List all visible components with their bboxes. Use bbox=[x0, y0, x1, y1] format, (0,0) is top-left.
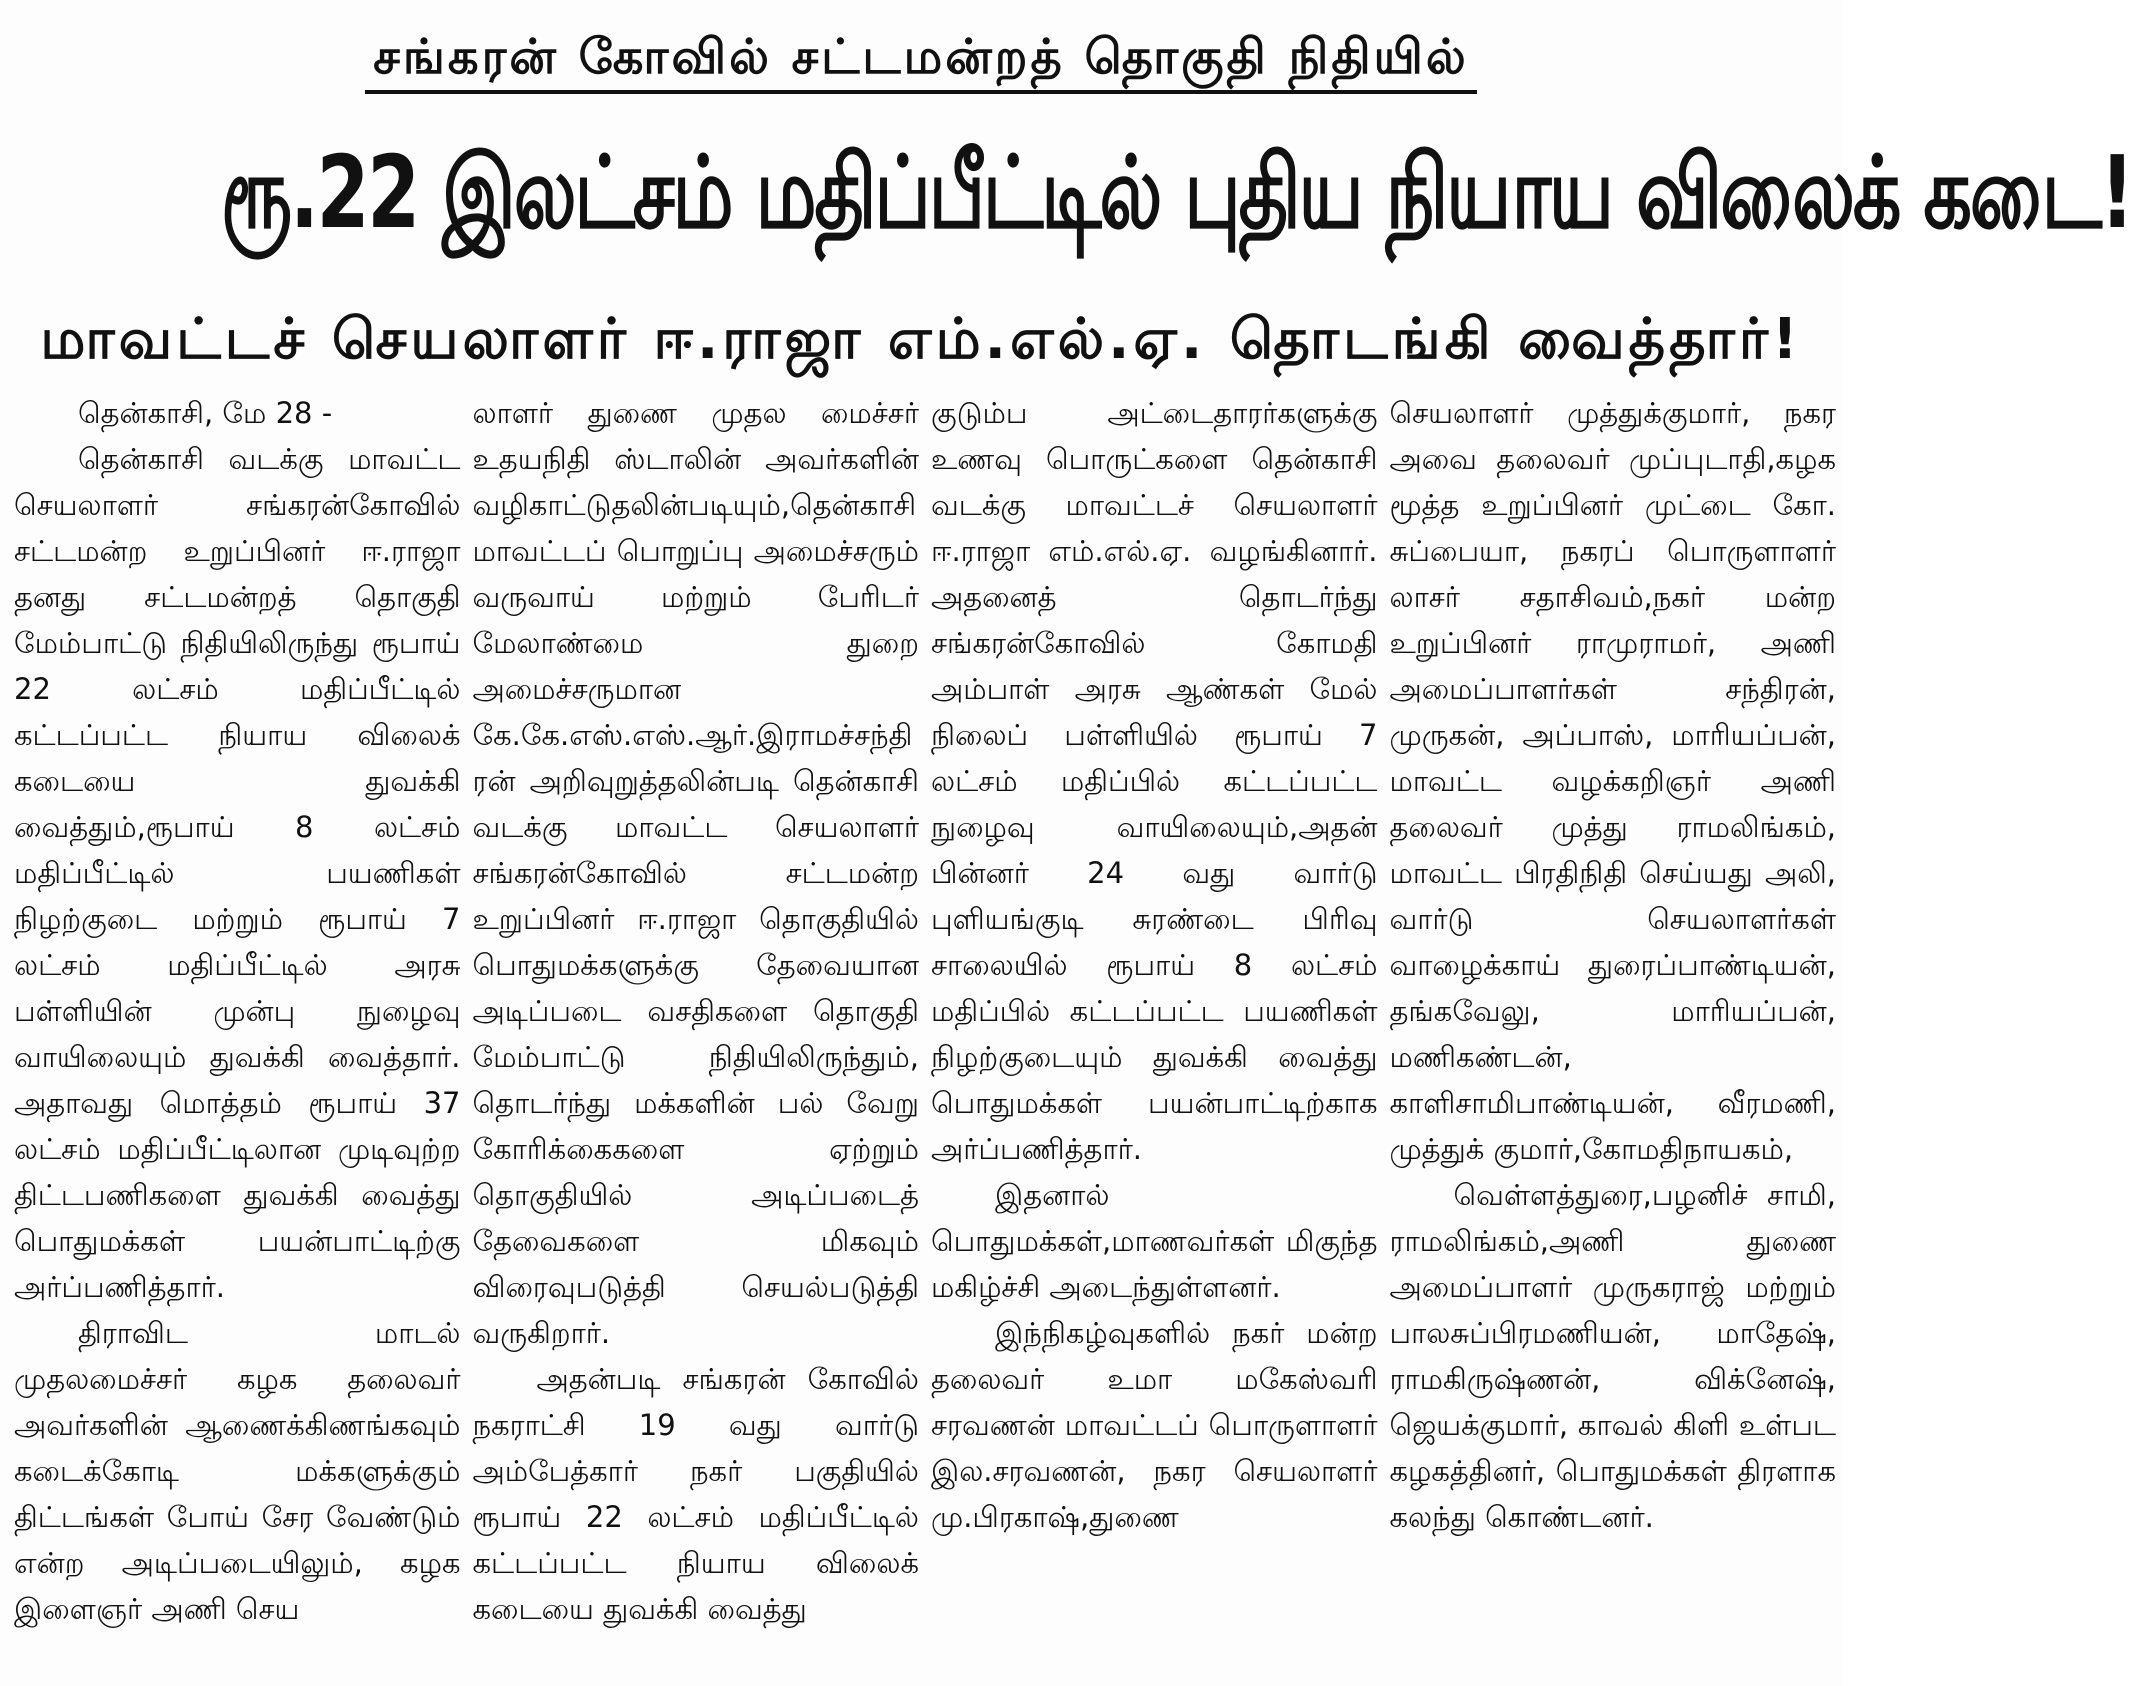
kicker-text: சங்கரன் கோவில் சட்டமன்றத் தொகுதி நிதியில் bbox=[365, 24, 1477, 94]
paragraph: அதன்படி சங்கரன் கோவில் நகராட்சி 19 வது வார்டு அம்பேத்கார் நகர் பகுதியில் ரூபாய் 22 லட்சம் மதிப்பீட்டில் கட்டப்பட்ட நியாய விலைக் கடையை துவக்கி வைத்து bbox=[472, 1362, 919, 1626]
headline: ரூ.22 இலட்சம் மதிப்பீட்டில் புதிய நியாய விலைக் கடை! bbox=[221, 134, 2132, 251]
article-body bbox=[14, 390, 1836, 1680]
paragraph: செயலாளர் முத்துக்குமார், நகர அவை தலைவர் முப்புடாதி,கழக மூத்த உறுப்பினர் முட்டை கோ. சுப்பையா, நகரப் பொருளாளர் லாசர் சதாசிவம்,நகர் மன்ற உறுப்பினர் ராமுராமர், அணி அமைப்பாளர்கள் சந்திரன், முருகன், அப்பாஸ், மாரியப்பன், மாவட்ட வழக்கறிஞர் அணி தலைவர் முத்து ராமலிங்கம், மாவட்ட பிரதிநிதி செய்யது அலி, வார்டு செயலாளர்கள் வாழைக்காய் துரைப்பாண்டியன், தங்கவேலு, மாரியப்பன், மணிகண்டன், காளிசாமிபாண்டியன், வீரமணி, முத்துக் குமார்,கோமதிநாயகம், bbox=[1389, 396, 1836, 1166]
paragraph: திராவிட மாடல் முதலமைச்சர் கழக தலைவர் அவர்களின் ஆணைக்கிணங்கவும் கடைக்கோடி மக்களுக்கும் திட்டங்கள் போய் சேர வேண்டும் என்ற அடிப்படையிலும், கழக இளைஞர் அணி செய bbox=[14, 1316, 461, 1626]
paragraph: இந்நிகழ்வுகளில் நகர் மன்ற தலைவர் உமா மகேஸ்வரி சரவணன் மாவட்டப் பொருளாளர் இல.சரவணன், நகர செயலாளர் மு.பிரகாஷ்,துணை bbox=[931, 1316, 1378, 1534]
kicker-line bbox=[0, 22, 1842, 94]
paragraph: தென்காசி வடக்கு மாவட்ட செயலாளர் சங்கரன்கோவில் சட்டமன்ற உறுப்பினர் ஈ.ராஜா தனது சட்டமன்றத் தொகுதி மேம்பாட்டு நிதியிலிருந்து ரூபாய் 22 லட்சம் மதிப்பீட்டில் கட்டப்பட்ட நியாய விலைக் கடையை துவக்கி வைத்தும்,ரூபாய் 8 லட்சம் மதிப்பீட்டில் பயணிகள் நிழற்குடை மற்றும் ரூபாய் 7 லட்சம் மதிப்பீட்டில் அரசு பள்ளியின் முன்பு நுழைவு வாயிலையும் துவக்கி வைத்தார். அதாவது மொத்தம் ரூபாய் 37 லட்சம் மதிப்பீட்டிலான முடிவுற்ற திட்டபணிகளை துவக்கி வைத்து பொதுமக்கள் பயன்பாட்டிற்கு அர்ப்பணித்தார். bbox=[14, 442, 461, 1304]
paragraph: வெள்ளத்துரை,பழனிச் சாமி, ராமலிங்கம்,அணி துணை அமைப்பாளர் முருகராஜ் மற்றும் பாலசுப்பிரமணியன், மாதேஷ், ராமகிருஷ்ணன், விக்னேஷ், ஜெயக்குமார், காவல் கிளி உள்பட கழகத்தினர், பொதுமக்கள் திரளாக கலந்து கொண்டனர். bbox=[1389, 1178, 1836, 1534]
article-column-2 bbox=[473, 390, 920, 1680]
paragraph: தென்காசி, மே 28 - bbox=[78, 396, 333, 430]
subheadline: மாவட்டச் செயலாளர் ஈ.ராஜா எம்.எல்.ஏ. தொடங்கி வைத்தார்! bbox=[40, 307, 1802, 372]
article-column-1 bbox=[14, 390, 461, 1680]
article-column-4 bbox=[1390, 390, 1837, 1680]
paragraph: இதனால் பொதுமக்கள்,மாணவர்கள் மிகுந்த மகிழ்ச்சி அடைந்துள்ளனர். bbox=[931, 1178, 1378, 1304]
article-column-3 bbox=[931, 390, 1378, 1680]
paragraph: குடும்ப அட்டைதாரர்களுக்கு உணவு பொருட்களை தென்காசி வடக்கு மாவட்டச் செயலாளர் ஈ.ராஜா எம்.எல்.ஏ. வழங்கினார். அதனைத் தொடர்ந்து சங்கரன்கோவில் கோமதி அம்பாள் அரசு ஆண்கள் மேல் நிலைப் பள்ளியில் ரூபாய் 7 லட்சம் மதிப்பில் கட்டப்பட்ட நுழைவு வாயிலையும்,அதன் பின்னர் 24 வது வார்டு புளியங்குடி சுரண்டை பிரிவு சாலையில் ரூபாய் 8 லட்சம் மதிப்பில் கட்டப்பட்ட பயணிகள் நிழற்குடையும் துவக்கி வைத்து பொதுமக்கள் பயன்பாட்டிற்காக அர்ப்பணித்தார். bbox=[931, 396, 1378, 1166]
paragraph: லாளர் துணை முதல மைச்சர் உதயநிதி ஸ்டாலின் அவர்களின் வழிகாட்டுதலின்படியும்,தென்காசி மாவட்டப் பொறுப்பு அமைச்சரும் வருவாய் மற்றும் பேரிடர் மேலாண்மை துறை அமைச்சருமான கே.கே.எஸ்.எஸ்.ஆர்.இராமச்சந்திரன் அறிவுறுத்தலின்படி தென்காசி வடக்கு மாவட்ட செயலாளர் சங்கரன்கோவில் சட்டமன்ற உறுப்பினர் ஈ.ராஜா தொகுதியில் பொதுமக்களுக்கு தேவையான அடிப்படை வசதிகளை தொகுதி மேம்பாட்டு நிதியிலிருந்தும், தொடர்ந்து மக்களின் பல் வேறு கோரிக்கைகளை ஏற்றும் தொகுதியில் அடிப்படைத் தேவைகளை மிகவும் விரைவுபடுத்தி செயல்படுத்தி வருகிறார். bbox=[472, 396, 919, 1350]
